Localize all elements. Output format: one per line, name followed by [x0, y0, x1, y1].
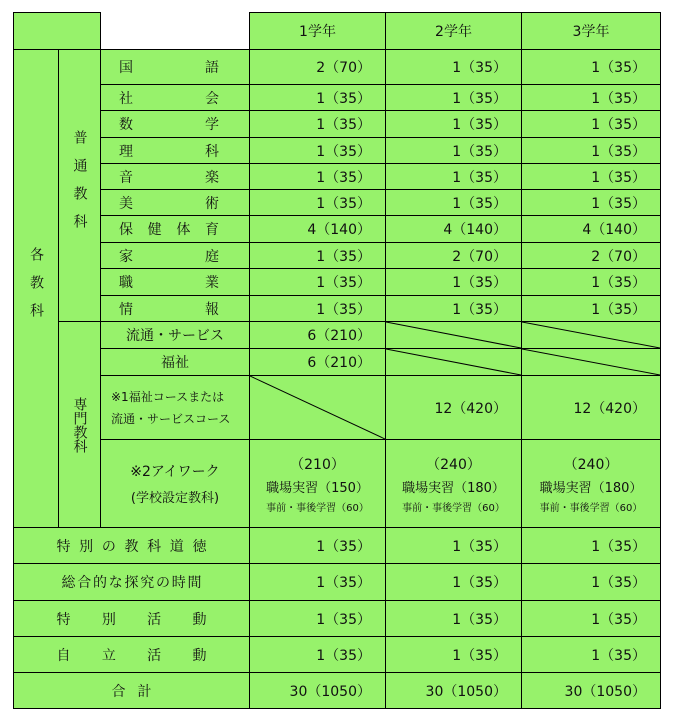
subject-name — [100, 189, 250, 216]
other-year1: 1（35） — [249, 563, 386, 601]
subject-name — [100, 295, 250, 322]
subject-year3: 1（35） — [521, 295, 661, 322]
subject-year1: 1（35） — [249, 242, 386, 269]
total-year3: 30（1050） — [521, 672, 661, 709]
group-senmon-label: 専門教科 — [71, 396, 88, 453]
other-year3: 1（35） — [521, 600, 661, 637]
senmon-iwork-year1 — [249, 439, 386, 528]
subject-name — [100, 137, 250, 164]
other-year2: 1（35） — [385, 527, 522, 564]
course-line2: 流通・サービスコース — [111, 411, 231, 426]
other-year2: 1（35） — [385, 636, 522, 673]
iwork-subtitle: (学校設定教科) — [130, 491, 220, 506]
other-name — [13, 636, 250, 673]
subject-name — [100, 163, 250, 190]
label-char: 道 — [169, 538, 184, 555]
subject-name — [100, 84, 250, 111]
label-char: 健 — [147, 222, 162, 238]
senmon-iwork-year3 — [521, 439, 661, 528]
label-char: 保 — [119, 222, 133, 238]
senmon-ryutsu-year1: 6（210） — [249, 321, 386, 349]
senmon-fukushi-year2 — [385, 348, 522, 376]
spaced-label — [119, 272, 219, 292]
label-char: 会 — [205, 90, 219, 107]
spaced-label — [119, 219, 219, 239]
subject-year1: 1（35） — [249, 110, 386, 138]
subject-name — [100, 242, 250, 269]
iwork-jizen: 事前・事後学習（60） — [402, 502, 505, 514]
spaced-label — [57, 609, 207, 629]
subject-year3: 1（35） — [521, 163, 661, 190]
label-char: 特 — [56, 538, 71, 555]
senmon-fukushi-year1: 6（210） — [249, 348, 386, 376]
subject-name — [100, 215, 250, 243]
label-char: 合 — [111, 683, 126, 700]
spaced-label — [57, 536, 207, 556]
label-char: 音 — [119, 169, 133, 186]
subject-year3: 1（35） — [521, 84, 661, 111]
subject-year2: 4（140） — [385, 215, 522, 243]
iwork-shokuba: 職場実習（150） — [266, 480, 369, 496]
label-char: 特 — [56, 611, 71, 628]
spaced-label — [119, 88, 219, 108]
other-name — [13, 600, 250, 637]
total-year1: 30（1050） — [249, 672, 386, 709]
subject-year3: 2（70） — [521, 242, 661, 269]
label-char: 活 — [147, 647, 162, 664]
diagonal-line — [386, 349, 521, 375]
other-year2: 1（35） — [385, 563, 522, 601]
iwork-shokuba: 職場実習（180） — [402, 480, 505, 496]
label-char: 科 — [147, 538, 162, 555]
other-year1: 1（35） — [249, 527, 386, 564]
label-char: 語 — [205, 60, 219, 76]
diagonal-line — [250, 376, 385, 439]
senmon-ryutsu-year2 — [385, 321, 522, 349]
senmon-course-name — [100, 375, 250, 440]
diagonal-line — [522, 322, 660, 348]
spaced-label — [119, 141, 219, 161]
label-char: 数 — [119, 117, 133, 133]
senmon-iwork-name — [100, 439, 250, 528]
spaced-label — [119, 57, 219, 77]
label-char: 報 — [205, 301, 219, 318]
subject-year1: 2（70） — [249, 49, 386, 85]
other-year3: 1（35） — [521, 563, 661, 601]
senmon-fukushi-name: 福祉 — [100, 348, 250, 376]
label-char: 的 — [93, 575, 107, 591]
subject-year2: 1（35） — [385, 268, 522, 296]
label-char: 理 — [119, 143, 133, 160]
label-char: 庭 — [205, 248, 219, 265]
subject-name — [100, 268, 250, 296]
subject-year2: 1（35） — [385, 110, 522, 138]
label-char: 合 — [77, 575, 92, 591]
subject-year2: 1（35） — [385, 189, 522, 216]
total-year2: 30（1050） — [385, 672, 522, 709]
iwork-jizen: 事前・事後学習（60） — [539, 502, 643, 514]
senmon-course-year1 — [249, 375, 386, 440]
subject-year2: 1（35） — [385, 137, 522, 164]
subject-year2: 1（35） — [385, 295, 522, 322]
header-year2: 2学年 — [385, 12, 522, 50]
label-char: 情 — [119, 301, 133, 318]
subject-year1: 4（140） — [249, 215, 386, 243]
group-futsu-label: 普通教科 — [71, 129, 88, 242]
label-char: 別 — [101, 611, 116, 628]
label-char: 科 — [205, 143, 219, 160]
other-name — [13, 527, 250, 564]
subject-year3: 1（35） — [521, 49, 661, 85]
subject-year2: 1（35） — [385, 49, 522, 85]
label-char: 体 — [176, 222, 191, 238]
subject-year3: 1（35） — [521, 110, 661, 138]
label-char: の — [101, 538, 116, 555]
subject-year1: 1（35） — [249, 137, 386, 164]
diagonal-line — [386, 322, 521, 348]
label-char: 活 — [147, 611, 162, 628]
label-char: 動 — [192, 647, 207, 664]
other-name — [13, 563, 250, 601]
label-char: な — [108, 575, 123, 591]
other-year3: 1（35） — [521, 636, 661, 673]
label-char: 総 — [61, 575, 76, 591]
iwork-total: （210） — [290, 456, 345, 473]
label-char: 時 — [171, 575, 186, 591]
label-char: 楽 — [205, 169, 219, 186]
subject-name — [100, 49, 250, 85]
label-char: 徳 — [192, 538, 207, 555]
label-char: 職 — [119, 275, 133, 291]
subject-year1: 1（35） — [249, 189, 386, 216]
subject-year3: 1（35） — [521, 137, 661, 164]
subject-year2: 1（35） — [385, 84, 522, 111]
subject-year1: 1（35） — [249, 163, 386, 190]
senmon-course-year3: 12（420） — [521, 375, 661, 440]
label-char: 社 — [119, 90, 133, 107]
spaced-label — [119, 167, 219, 187]
other-year2: 1（35） — [385, 600, 522, 637]
subject-year3: 4（140） — [521, 215, 661, 243]
label-char: 間 — [187, 575, 202, 591]
spaced-label — [119, 114, 219, 134]
iwork-shokuba: 職場実習（180） — [539, 480, 643, 496]
subject-year3: 1（35） — [521, 268, 661, 296]
label-char: 美 — [119, 195, 133, 212]
group-futsu — [58, 49, 101, 322]
label-char: 自 — [56, 647, 71, 664]
senmon-ryutsu-year3 — [521, 321, 661, 349]
spaced-label — [57, 645, 207, 665]
label-char: 育 — [204, 222, 219, 238]
label-char: 計 — [137, 683, 152, 700]
other-year3: 1（35） — [521, 527, 661, 564]
header-year1: 1学年 — [249, 12, 386, 50]
group-senmon — [58, 321, 101, 528]
spaced-label — [119, 246, 219, 266]
other-year1: 1（35） — [249, 636, 386, 673]
other-year1: 1（35） — [249, 600, 386, 637]
label-char: 別 — [79, 538, 94, 555]
iwork-title: ※2アイワーク — [130, 464, 220, 480]
label-char: の — [156, 575, 170, 591]
subject-year1: 1（35） — [249, 295, 386, 322]
label-char: 業 — [205, 275, 219, 291]
senmon-iwork-year2 — [385, 439, 522, 528]
label-char: 立 — [101, 647, 116, 664]
iwork-total: （240） — [426, 456, 481, 473]
iwork-total: （240） — [563, 456, 619, 473]
subject-year2: 2（70） — [385, 242, 522, 269]
label-char: 動 — [192, 611, 207, 628]
label-char: 国 — [119, 60, 133, 76]
label-char: 教 — [124, 538, 139, 555]
group-kakukyoka — [13, 49, 59, 528]
senmon-fukushi-year3 — [521, 348, 661, 376]
group-kakukyoka-label: 各教科 — [28, 246, 44, 331]
label-char: 究 — [140, 575, 155, 591]
subject-year1: 1（35） — [249, 268, 386, 296]
spaced-label — [112, 681, 152, 701]
course-line1: ※1福祉コースまたは — [111, 389, 225, 404]
subject-year2: 1（35） — [385, 163, 522, 190]
spaced-label — [62, 572, 202, 592]
label-char: 家 — [119, 248, 133, 265]
label-char: 学 — [205, 117, 219, 133]
iwork-jizen: 事前・事後学習（60） — [266, 502, 369, 514]
spaced-label — [119, 193, 219, 213]
curriculum-table — [13, 12, 660, 708]
senmon-ryutsu-name: 流通・サービス — [100, 321, 250, 349]
label-char: 探 — [124, 575, 139, 591]
spaced-label — [119, 299, 219, 319]
subject-name — [100, 110, 250, 138]
subject-year1: 1（35） — [249, 84, 386, 111]
senmon-course-year2: 12（420） — [385, 375, 522, 440]
label-char: 術 — [205, 195, 219, 212]
subject-year3: 1（35） — [521, 189, 661, 216]
header-blank — [13, 12, 101, 50]
diagonal-line — [522, 349, 660, 375]
total-name — [13, 672, 250, 709]
header-year3: 3学年 — [521, 12, 661, 50]
